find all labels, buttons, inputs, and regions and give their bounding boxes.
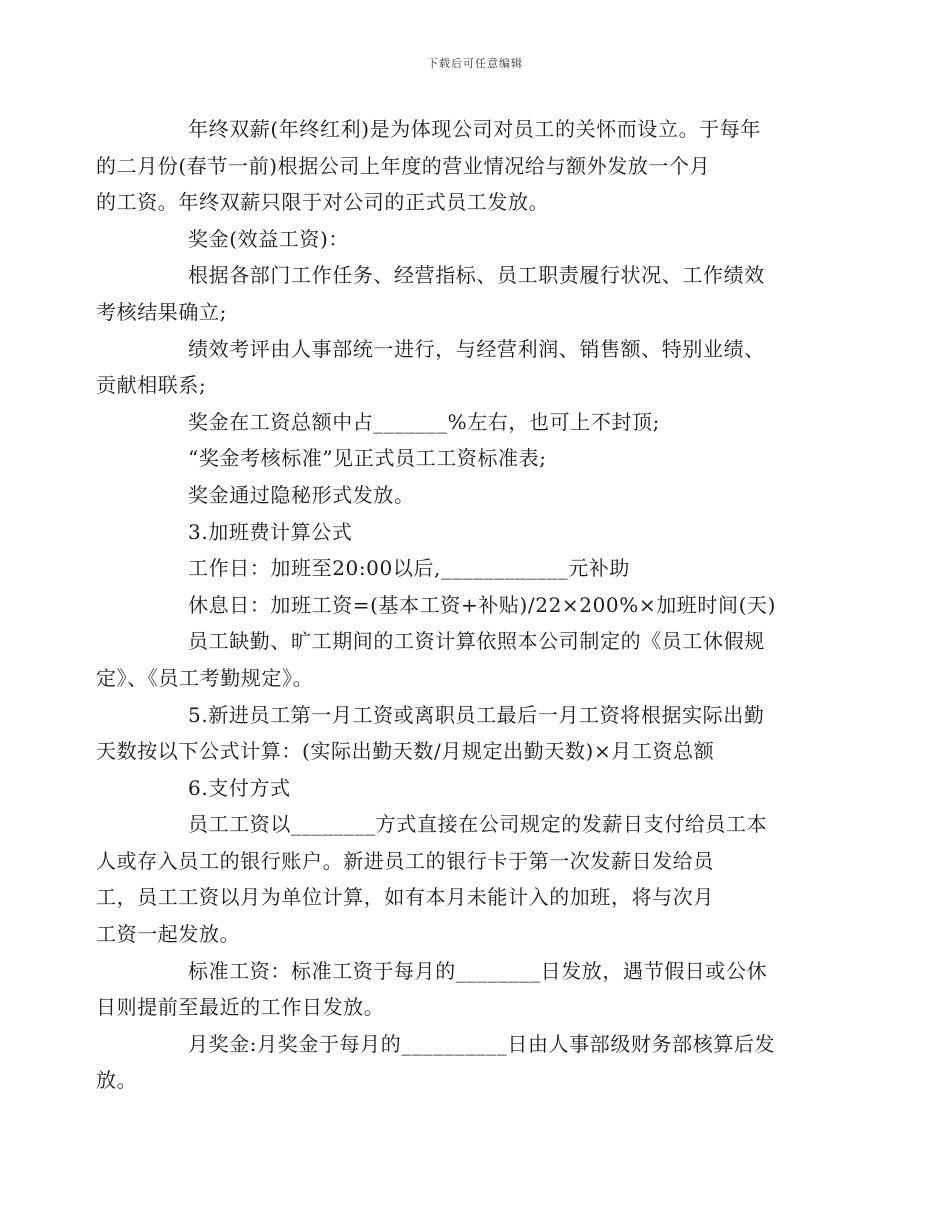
page-header: 下载后可任意编辑	[427, 57, 523, 70]
text-line: 人或存入员工的银行账户。新进员工的银行卡于第一次发薪日发给员	[96, 848, 714, 873]
text-line: 5.新进员工第一月工资或离职员工最后一月工资将根据实际出勤	[188, 702, 765, 727]
paragraph-bonus-standard	[142, 440, 812, 477]
paragraph-performance-review	[96, 331, 812, 404]
text-line: “奖金考核标准”见正式员工工资标准表;	[188, 446, 547, 471]
paragraph-monthly-bonus-date	[96, 1026, 812, 1099]
text-line: 日则提前至最近的工作日发放。	[96, 995, 385, 1020]
paragraph-bonus-basis	[96, 257, 812, 330]
text-line: 奖金在工资总额中占_______%左右，也可上不封顶;	[188, 409, 660, 434]
text-line: 根据各部门工作任务、经营指标、员工职责履行状况、工作绩效	[188, 263, 765, 288]
text-line: 6.支付方式	[188, 775, 291, 800]
document-body	[96, 111, 812, 1099]
paragraph-bonus-share	[142, 404, 812, 441]
text-line: 定》、《员工考勤规定》。	[96, 665, 314, 690]
paragraph-restday-overtime	[142, 587, 812, 624]
text-line: 考核结果确立;	[96, 299, 227, 324]
paragraph-standard-salary-date	[96, 953, 812, 1026]
text-line: 工，员工工资以月为单位计算，如有本月未能计入的加班，将与次月	[96, 885, 714, 910]
text-line: 标准工资：标准工资于每月的________日发放，遇节假日或公休	[188, 958, 768, 983]
text-line: 放。	[96, 1068, 138, 1093]
text-line: 的工资。年终双薪只限于对公司的正式员工发放。	[96, 190, 550, 215]
paragraph-workday-overtime	[142, 550, 812, 587]
text-line: 奖金通过隐秘形式发放。	[188, 482, 415, 507]
text-line: 奖金(效益工资)：	[188, 226, 350, 251]
paragraph-payment-method	[96, 806, 812, 952]
paragraph-prorated-salary	[96, 697, 812, 770]
paragraph-bonus-payment	[142, 477, 812, 514]
text-line: 绩效考评由人事部统一进行，与经营利润、销售额、特别业绩、	[188, 336, 765, 361]
paragraph-year-end-bonus	[96, 111, 812, 221]
section-heading-overtime	[142, 514, 812, 551]
text-line: 3.加班费计算公式	[188, 519, 353, 544]
text-line: 休息日：加班工资=(基本工资+补贴)/22×200%×加班时间(天)	[188, 592, 777, 617]
text-line: 天数按以下公式计算：(实际出勤天数/月规定出勤天数)×月工资总额	[96, 739, 715, 764]
text-line: 年终双薪(年终红利)是为体现公司对员工的关怀而设立。于每年	[188, 117, 762, 141]
paragraph-bonus-heading	[142, 221, 812, 258]
text-line: 的二月份(春节一前)根据公司上年度的营业情况给与额外发放一个月	[96, 153, 711, 178]
paragraph-absence-rules	[96, 623, 812, 696]
text-line: 员工工资以________方式直接在公司规定的发薪日支付给员工本	[188, 812, 768, 837]
text-line: 工作日：加班至20:00以后,____________元补助	[188, 556, 630, 581]
text-line: 贡献相联系;	[96, 373, 207, 398]
text-line: 员工缺勤、旷工期间的工资计算依照本公司制定的《员工休假规	[188, 629, 765, 654]
text-line: 工资一起发放。	[96, 922, 241, 947]
section-heading-payment-method	[142, 770, 812, 807]
text-line: 月奖金:月奖金于每月的__________日由人事部级财务部核算后发	[188, 1031, 776, 1056]
